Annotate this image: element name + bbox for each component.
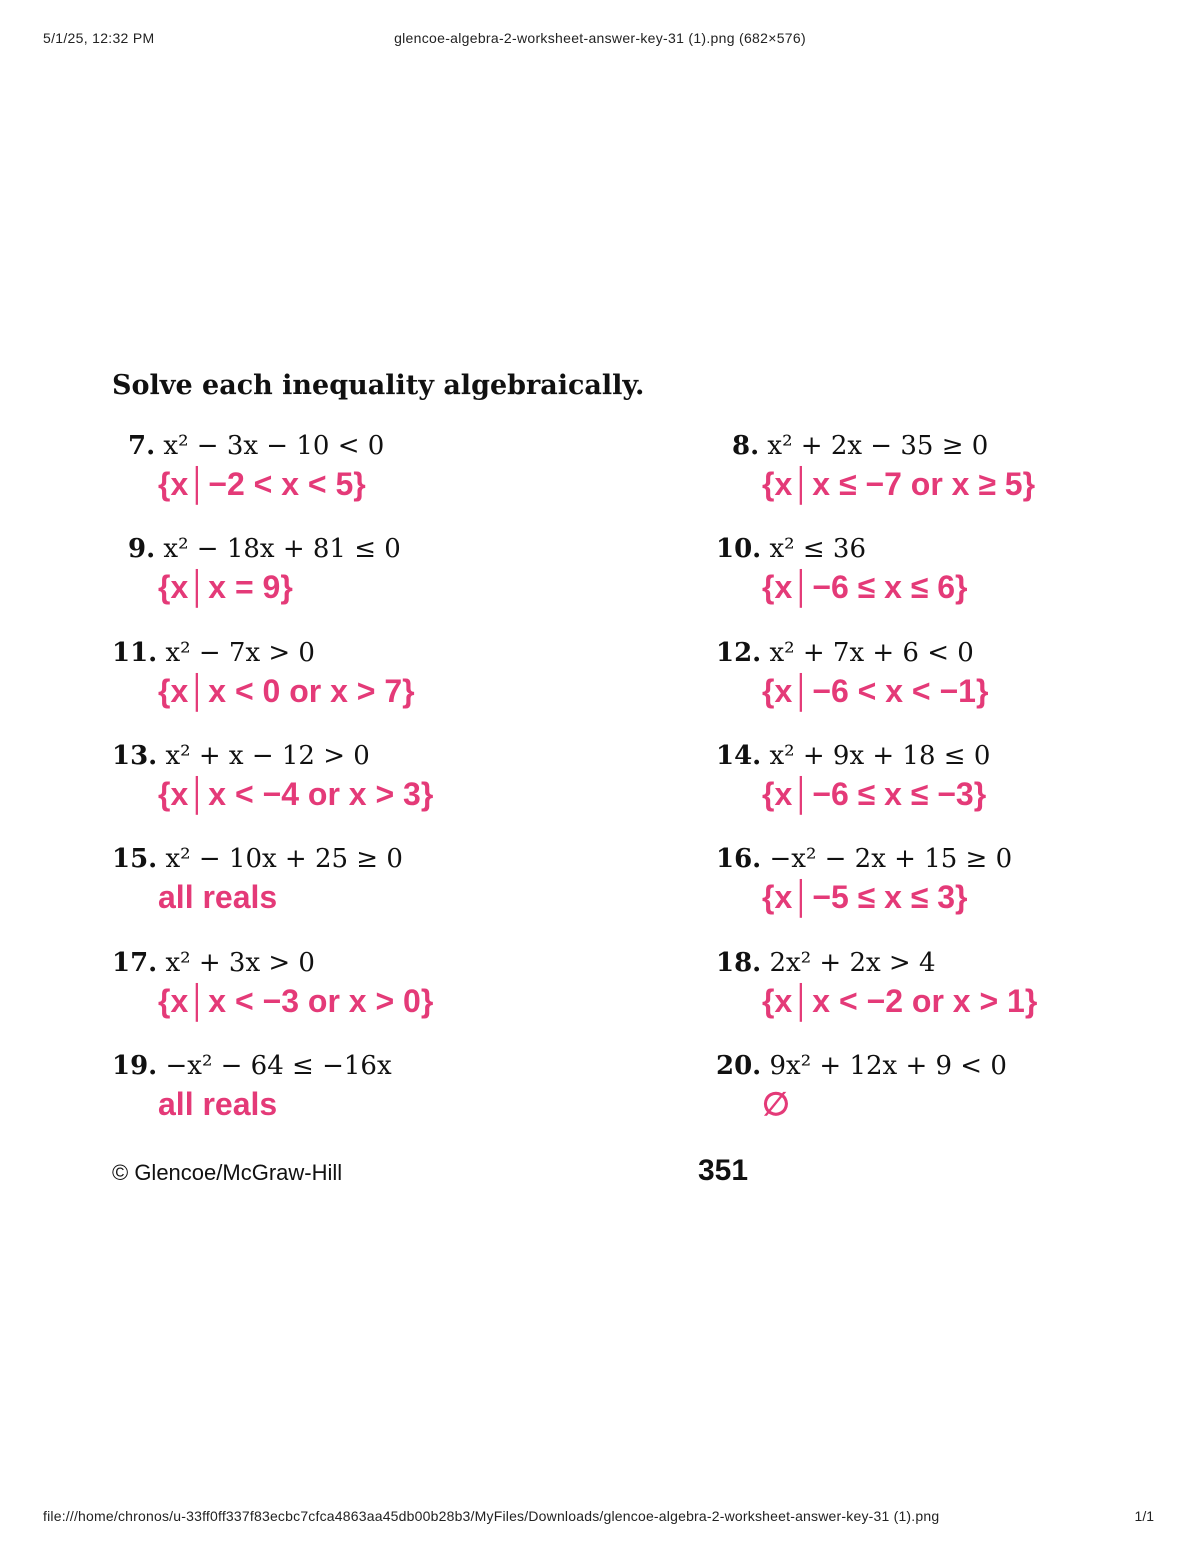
problem-answer: {x│−6 < x < −1} (762, 673, 989, 709)
problem-number: 11. (112, 638, 158, 668)
print-page-count: 1/1 (1134, 1508, 1154, 1524)
problem-expression: x² + 7x + 6 < 0 (769, 638, 974, 668)
problem-14 (716, 739, 990, 813)
problem-16 (716, 842, 1012, 916)
problem-answer: all reals (158, 1086, 278, 1122)
problem-number: 12. (716, 638, 762, 668)
problem-answer: ∅ (762, 1086, 790, 1122)
problem-expression: x² + 3x > 0 (165, 948, 315, 978)
problem-number: 7. (128, 431, 156, 461)
problem-expression: −x² − 64 ≤ −16x (165, 1051, 392, 1081)
problem-answer: {x│x < 0 or x > 7} (158, 673, 415, 709)
problem-11 (112, 636, 415, 710)
problem-answer: {x│−5 ≤ x ≤ 3} (762, 879, 968, 915)
problem-answer: {x│−6 ≤ x ≤ 6} (762, 569, 968, 605)
print-title: glencoe-algebra-2-worksheet-answer-key-31 (1).png (682×576) (394, 30, 806, 46)
problem-number: 9. (128, 534, 156, 564)
problem-9 (128, 532, 401, 606)
worksheet-instructions: Solve each inequality algebraically. (112, 370, 645, 401)
problem-answer: {x│x < −3 or x > 0} (158, 983, 434, 1019)
problem-expression: x² ≤ 36 (769, 534, 866, 564)
problem-answer: {x│x = 9} (158, 569, 293, 605)
problem-12 (716, 636, 988, 710)
problem-8 (732, 429, 1035, 503)
problem-answer: {x│−2 < x < 5} (158, 466, 366, 502)
print-datetime: 5/1/25, 12:32 PM (43, 30, 155, 46)
problem-expression: x² + 2x − 35 ≥ 0 (767, 431, 989, 461)
problem-19 (112, 1049, 392, 1123)
print-url: file:///home/chronos/u-33ff0ff337f83ecbc7cfca4863aa45db00b28b3/MyFiles/Downloads/glencoe-algebra-2-worksheet-answer-key-31 (1).png (43, 1508, 940, 1524)
copyright-notice: © Glencoe/McGraw-Hill (112, 1160, 343, 1185)
problem-10 (716, 532, 967, 606)
problem-expression: 9x² + 12x + 9 < 0 (769, 1051, 1007, 1081)
problem-number: 20. (716, 1051, 762, 1081)
problem-number: 10. (716, 534, 762, 564)
problem-number: 19. (112, 1051, 158, 1081)
problem-number: 13. (112, 741, 158, 771)
problem-18 (716, 946, 1037, 1020)
problem-expression: x² − 18x + 81 ≤ 0 (163, 534, 401, 564)
problem-number: 16. (716, 844, 762, 874)
problem-expression: x² − 10x + 25 ≥ 0 (165, 844, 403, 874)
page-number: 351 (698, 1154, 749, 1187)
problem-17 (112, 946, 433, 1020)
problem-expression: −x² − 2x + 15 ≥ 0 (769, 844, 1013, 874)
problem-expression: x² − 3x − 10 < 0 (163, 431, 385, 461)
problem-number: 15. (112, 844, 158, 874)
problem-expression: x² + x − 12 > 0 (165, 741, 370, 771)
problem-expression: x² − 7x > 0 (165, 638, 315, 668)
problem-13 (112, 739, 433, 813)
problem-number: 8. (732, 431, 760, 461)
problem-answer: {x│x < −2 or x > 1} (762, 983, 1038, 1019)
problem-number: 17. (112, 948, 158, 978)
problem-7 (128, 429, 384, 503)
problem-15 (112, 842, 403, 916)
problem-number: 18. (716, 948, 762, 978)
problem-number: 14. (716, 741, 762, 771)
problem-20 (716, 1049, 1007, 1123)
problem-expression: x² + 9x + 18 ≤ 0 (769, 741, 991, 771)
problem-answer: all reals (158, 879, 278, 915)
problem-answer: {x│x < −4 or x > 3} (158, 776, 434, 812)
problem-answer: {x│−6 ≤ x ≤ −3} (762, 776, 987, 812)
problem-expression: 2x² + 2x > 4 (769, 948, 936, 978)
problem-answer: {x│x ≤ −7 or x ≥ 5} (762, 466, 1036, 502)
